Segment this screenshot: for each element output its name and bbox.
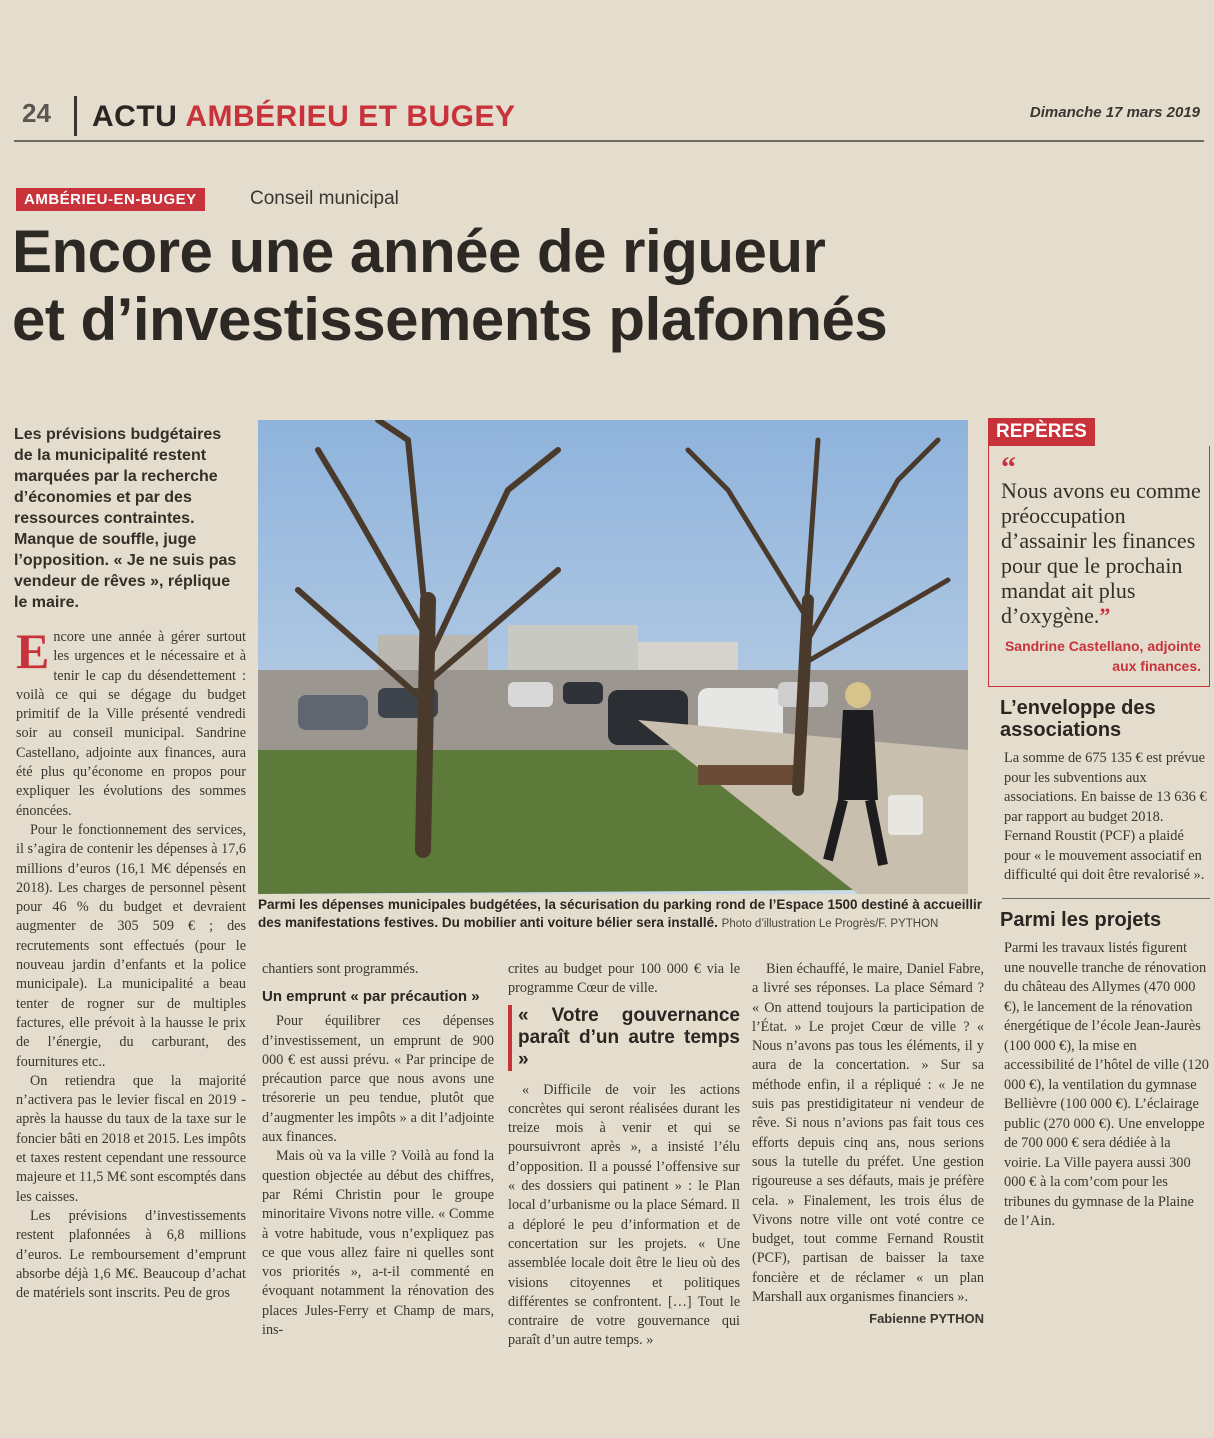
article-column-3 <box>508 960 740 1351</box>
sidebar-section-title: Parmi les projets <box>1000 909 1162 931</box>
topic-label: Conseil municipal <box>250 188 399 209</box>
drop-cap: E <box>16 623 50 679</box>
page-number: 24 <box>22 98 51 128</box>
article-subhead: Un emprunt « par précaution » <box>262 988 480 1006</box>
quote-author: Sandrine Castellano, adjointe aux finances. <box>1004 638 1201 674</box>
article-paragraph: chantiers sont programmés. <box>262 961 419 977</box>
quote-subhead: « Votre gouvernance paraît d’un autre temps » <box>508 1005 740 1071</box>
pull-quote-box <box>988 446 1210 687</box>
article-paragraph: Les prévisions d’investissements restent plafonnées à 6,8 millions d’euros. Le remboursement d’emprunt absorbe déjà 1,6 M€. Beaucoup d’achat de matériels sont inscrits. Peu de gros <box>16 1207 246 1302</box>
paragraph-text: ncore une année à gérer surtout les urgences et le nécessaire et à tenir le cap du désendettement : voilà ce qui se dégage du budget primitif de la Ville présenté vendredi soir au conseil municipal. Sandrine Castellano, adjointe aux finances, aura été plus qu’économe en propos pour expliquer les évolutions des sommes énoncées. <box>16 629 246 819</box>
headline <box>12 218 1202 354</box>
quote-open-mark: “ <box>1001 451 1016 484</box>
photo-caption <box>258 896 988 933</box>
header-rule <box>14 140 1204 142</box>
article-paragraph: Mais où va la ville ? Voilà au fond la question objectée au début des chiffres, par Rémi Christin pour le groupe minoritaire Vivons notre ville. « Comme à votre habitude, vous n’expliquez pas ce que vous allez faire ni quelles sont vos priorités », a-t-il commenté en évoquant notamment la rénovation des places Jules-Ferry et Champ de mars, ins- <box>262 1148 494 1339</box>
reperes-tag: REPÈRES <box>988 418 1095 446</box>
sidebar-section-text: Parmi les travaux listés figurent une nouvelle tranche de rénovation du château des Allymes (470 000 €), le lancement de la rénovation énergétique de l’école Jean-Jaurès (100 000 €), la mise en accessibilité de l’hôtel de ville (120 000 €), la ventilation du gymnase Bellièvre (100 000 €). L’éclairage public (270 000 €). Une enveloppe de 700 000 € sera dédiée à la voirie. La Ville payera aussi 300 000 € à la com’com pour les tribunes du gymnase de la Plaine de l’Ain. <box>1004 940 1209 1229</box>
article-paragraph: Bien échauffé, le maire, Daniel Fabre, a livré ses réponses. La place Sémard ? « On attend toujours la participation de l’État. » Le projet Cœur de ville ? « Nous n’avons pas tous les éléments, il y aura de la concertation. » Sur sa méthode enfin, il a répliqué : « Je ne suis pas prestidigitateur ni vendeur de rêve. Si nous n’avions pas fait tous ces efforts depuis cinq ans, nous serions sous la tutelle du préfet. Une gestion rigoureuse a ses défauts, mais je préfère cela. » Finalement, les trois élus de Vivons notre ville ont voté contre ce budget, tout comme Fernand Roustit (PCF), partisan de baisser la taxe foncière et de réclamer « un plan Marshall aux organismes financiers ». <box>752 961 984 1306</box>
author-byline: Fabienne PYTHON <box>869 1311 984 1327</box>
article-paragraph: On retiendra que la majorité n’activera pas le levier fiscal en 2019 - après la hausse du taux de la taxe sur le foncier bâti en 2018 et 2015. Les impôts et taxes restent cependant une ressource majeure et 11,5 M€ sont escomptés dans les caisses. <box>16 1072 246 1205</box>
article-column-2 <box>262 960 494 1340</box>
photo-credit: Photo d’illustration Le Progrès/F. PYTHON <box>721 918 939 930</box>
quote-close-mark: ” <box>1099 603 1111 628</box>
section-rubric <box>92 100 516 134</box>
article-paragraph: « Difficile de voir les actions concrètes qui seront réalisées durant les treize mois à venir et qui se poursuivront après », a insisté l’élu d’opposition. Il a poussé l’offensive sur « des dossiers qui patinent » : le Plan local d’urbanisme ou la place Sémard. Il a déploré le peu d’information et de concertation sur les projets. « Une assemblée locale doit être le lieu où des visions citoyennes et politiques différentes se confrontent. […] Tout le contraire de votre gouvernance qui paraît d’un autre temps. » <box>508 1081 740 1349</box>
rubric-place: AMBÉRIEU ET BUGEY <box>185 100 516 133</box>
issue-date: Dimanche 17 mars 2019 <box>1029 104 1200 121</box>
article-column-4 <box>752 960 984 1326</box>
article-paragraph: Pour le fonctionnement des services, il s’agira de contenir les dépenses à 17,6 millions d’euros (16,1 M€ dépensés en 2018). Les charges de personnel pèsent pour 46 % du budget et devraient augmenter de 305 509 € ; des recrutements sont effectués (pour le nouveau jardin d’enfants et la police municipale). La municipalité a beau tenter de rogner sur de multiples factures, elle prévoit à la hausse le prix de l’énergie, du carburant, des fournitures etc.. <box>16 821 246 1070</box>
headline-line-2: et d’investissements plafonnés <box>12 286 888 353</box>
sidebar-section-text: La somme de 675 135 € est prévue pour les subventions aux associations. En baisse de 13 636 € par rapport au budget 2018. Fernand Roustit (PCF) a plaidé pour « le mouvement associatif en difficulté qui doit être revalorisé ». <box>1004 750 1207 883</box>
article-paragraph: Pour équilibrer ces dépenses d’investissement, un emprunt de 900 000 € est aussi prévu. « Par principe de précaution parce que nous avons une trésorerie un peu tendue, plutôt que d’augmenter les impôts » a dit l’adjointe aux finances. <box>262 1013 494 1146</box>
location-tag: AMBÉRIEU-EN-BUGEY <box>16 188 205 211</box>
article-column-1 <box>16 623 246 1303</box>
pull-quote <box>1001 478 1201 628</box>
sidebar-rule <box>1002 898 1210 900</box>
article-paragraph: crites au budget pour 100 000 € via le programme Cœur de ville. <box>508 961 740 997</box>
article-photo <box>258 420 968 894</box>
rubric-label: ACTU <box>92 100 178 133</box>
sidebar-reperes <box>988 418 1210 1232</box>
article-paragraph <box>16 623 246 821</box>
headline-line-1: Encore une année de rigueur <box>12 218 826 285</box>
sidebar-section-title: L’enveloppe des associations <box>1000 697 1156 741</box>
header-separator <box>74 96 77 136</box>
standfirst: Les prévisions budgétaires de la municipalité restent marquées par la recherche d’économies et par des ressources contraintes. Manque de souffle, juge l’opposition. « Je ne suis pas vendeur de rêves », réplique le maire. <box>14 426 237 611</box>
caption-text: Parmi les dépenses municipales budgétées, la sécurisation du parking rond de l’Espace 1500 destiné à accueillir des manifestations festives. Du mobilier anti voiture bélier sera installé. <box>258 897 983 930</box>
pull-quote-text: Nous avons eu comme préoccupation d’assainir les finances pour que le prochain mandat ait plus d’oxygène. <box>1001 478 1201 628</box>
